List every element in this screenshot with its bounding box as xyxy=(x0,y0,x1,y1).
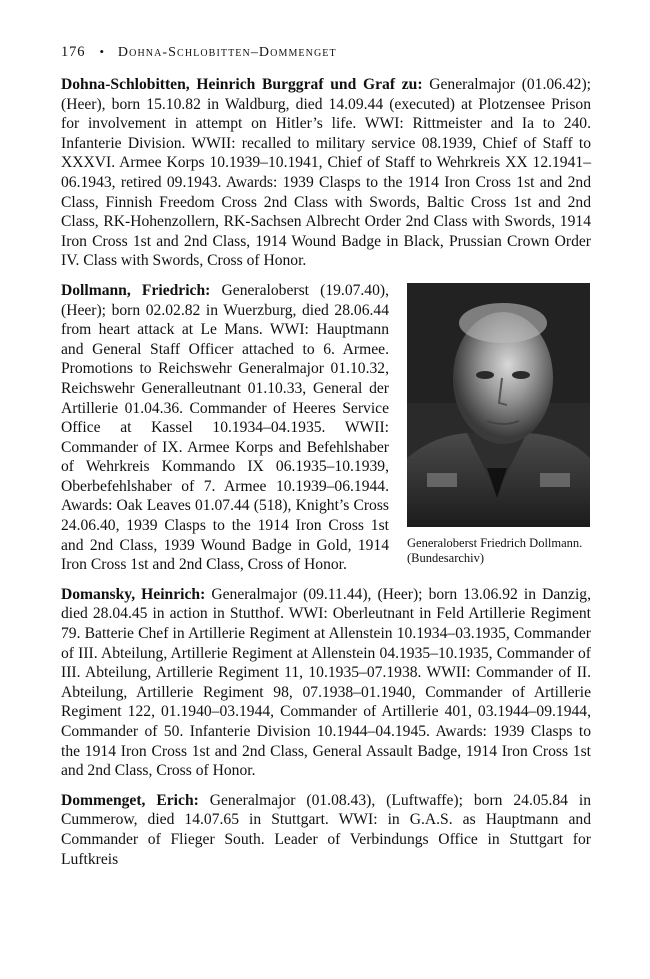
portrait-photo xyxy=(407,283,590,527)
running-head-title: Dohna-Schlobitten–Dommenget xyxy=(117,45,337,60)
entry-dohna xyxy=(61,75,591,271)
photo-caption xyxy=(407,536,591,567)
entry-dommenget-name: Dommenget, Erich: xyxy=(61,791,199,809)
entry-dollmann-name: Dollmann, Friedrich: xyxy=(61,281,211,299)
header-separator: • xyxy=(99,44,105,59)
portrait-photo-icon xyxy=(407,283,590,527)
running-header xyxy=(61,44,591,61)
entry-dohna-name: Dohna-Schlobitten, Heinrich Burggraf und Graf zu: xyxy=(61,76,423,93)
photo-caption-line1: Generaloberst Friedrich Dollmann. xyxy=(407,535,583,550)
entry-domansky-text: Generalmajor (09.11.44), (Heer); born 13.06.92 in Danzig, died 28.04.45 in action in Stutthof. WWI: Oberleutnant in Feld Artillerie Regiment 79. Batterie Chef in Artillerie Regiment at Allenstein 10.1934–03.1935, Commander of III. Abteilung, Artillerie Regiment at Allenstein 04.1935–10.1935, Commander of III. Abteilung, Artillerie Regiment 11, 10.1935–07.1938. WWII: Commander of II. Abteilung, Artillerie Regiment 98, 07.1938–01.1940, Commander of Artillerie Regiment 122, 01.1940–03.1944, Commander of Artillerie 401, 03.1944–09.1944, Commander of 50. Infanterie Division 10.1944–04.1945. Awards: 1939 Clasps to the 1914 Iron Cross 1st and 2nd Class, General Assault Badge, 1914 Iron Cross 1st and 2nd Class, Cross of Honor. xyxy=(61,585,591,780)
entry-domansky-name: Domansky, Heinrich: xyxy=(61,585,206,603)
photo-caption-line2: (Bundesarchiv) xyxy=(407,551,485,566)
page-number: 176 xyxy=(61,44,86,60)
entry-domansky xyxy=(61,585,591,781)
entry-dohna-text: Generalmajor (01.06.42); (Heer), born 15.10.82 in Waldburg, died 14.09.44 (executed) at Plotzensee Prison for involvement in attempt on Hitler’s life. WWI: Rittmeister and Ia to 240. Infanterie Division. WWII: recalled to military service 08.1939, Chief of Staff to XXXVI. Armee Korps 10.1939–10.1941, Chief of Staff to Wehrkreis XX 12.1941–06.1943, retired 09.1943. Awards: 1939 Clasps to the 1914 Iron Cross 1st and 2nd Class, Finnish Freedom Cross 2nd Class with Swords, Baltic Cross 1st and 2nd Class, RK-Hohenzollern, RK-Sachsen Albrecht Order 2nd Class with Swords, 1914 Iron Cross 1st and 2nd Class, 1914 Wound Badge in Black, Prussian Crown Order IV. Class with Swords, Cross of Honor. xyxy=(61,76,591,270)
entry-dommenget xyxy=(61,791,591,869)
entry-dollmann-block xyxy=(61,281,591,575)
entry-dollmann-text: Generaloberst (19.07.40), (Heer); born 02.02.82 in Wuerzburg, died 28.06.44 from heart attack at Le Mans. WWI: Hauptmann and General Staff Officer attached to 6. Armee. Promotions to Reichswehr Generalmajor 01.10.32, Reichswehr Generalleutnant 01.10.33, General der Artillerie 01.04.36. Commander of Heeres Service Office at Kassel 10.1934–04.1935. WWII: Commander of IX. Armee Korps and Befehlshaber of Wehrkreis Kommando IX 06.1935–10.1939, Oberbefehlshaber of 7. Armee 10.1939–06.1944. Awards: Oak Leaves 01.07.44 (518), Knight’s Cross 24.06.40, 1939 Clasps to the 1914 Iron Cross 1st and 2nd Class, 1939 Wound Badge in Gold, 1914 Iron Cross 1st and 2nd Class, Cross of Honor. xyxy=(61,281,389,574)
book-page xyxy=(61,44,591,869)
figure-dollmann xyxy=(407,283,591,567)
entry-dommenget-text: Generalmajor (01.08.43), (Luftwaffe); born 24.05.84 in Cummerow, died 14.07.65 in Stuttgart. WWI: in G.A.S. as Hauptmann and Commander of Flieger South. Leader of Verbindungs Office in Stuttgart for Luftkreis xyxy=(61,791,591,868)
